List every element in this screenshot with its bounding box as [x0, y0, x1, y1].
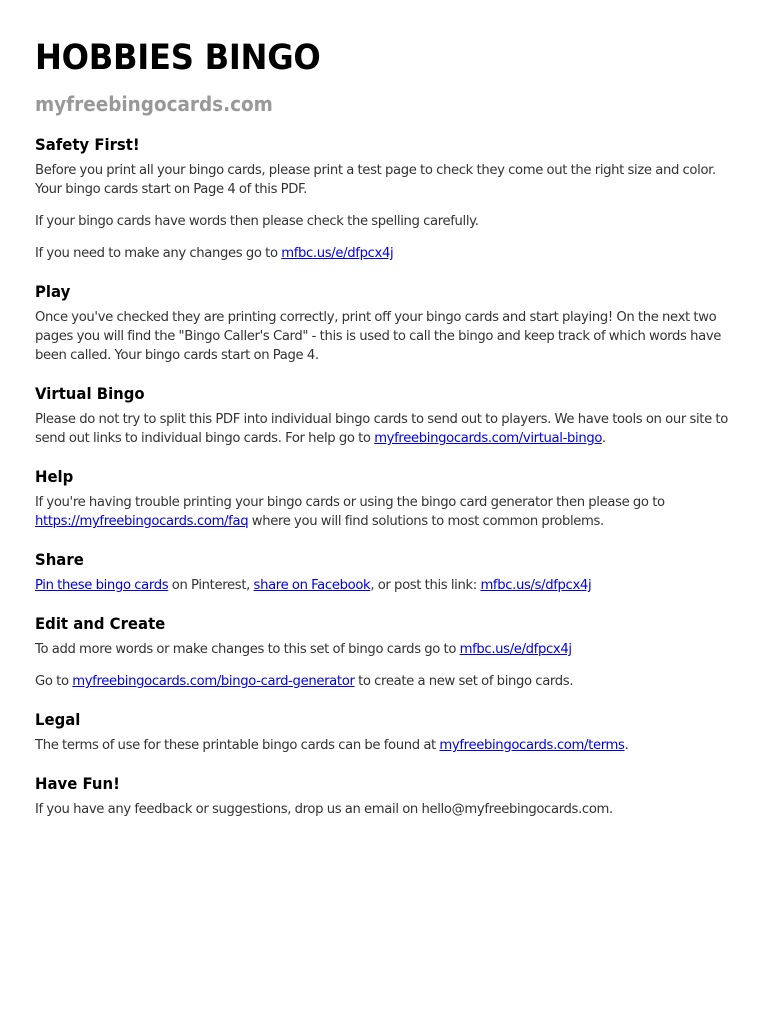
paragraph-text: .	[601, 431, 606, 446]
page-title: HOBBIES BINGO	[35, 38, 321, 78]
paragraph	[35, 640, 734, 659]
paragraph-text: , or post this link:	[370, 578, 481, 593]
site-subtitle: myfreebingocards.com	[35, 92, 273, 116]
paragraph-text: on Pinterest,	[168, 578, 254, 593]
paragraph	[35, 576, 734, 595]
section-safety-first	[35, 134, 734, 263]
share-short-link[interactable]: mfbc.us/s/dfpcx4j	[480, 578, 592, 593]
paragraph	[35, 244, 734, 263]
edit-link[interactable]: mfbc.us/e/dfpcx4j	[281, 246, 394, 261]
edit-link[interactable]: mfbc.us/e/dfpcx4j	[459, 642, 572, 657]
paragraph	[35, 672, 734, 691]
section-heading: Share	[35, 550, 84, 569]
section-heading: Safety First!	[35, 135, 140, 154]
paragraph-text: The terms of use for these printable bingo cards can be found at	[35, 738, 440, 753]
card-generator-link[interactable]: myfreebingocards.com/bingo-card-generator	[72, 674, 355, 689]
faq-link[interactable]: https://myfreebingocards.com/faq	[35, 514, 249, 529]
section-heading: Play	[35, 282, 71, 301]
section-edit-and-create	[35, 613, 734, 691]
paragraph-text: Go to	[35, 674, 73, 689]
section-help	[35, 466, 734, 531]
paragraph-text: to create a new set of bingo cards.	[354, 674, 574, 689]
section-heading: Virtual Bingo	[35, 384, 145, 403]
section-heading: Help	[35, 467, 74, 486]
paragraph	[35, 410, 734, 448]
paragraph	[35, 493, 734, 531]
facebook-share-link[interactable]: share on Facebook	[253, 578, 371, 593]
paragraph-text: To add more words or make changes to this set of bingo cards go to	[35, 642, 460, 657]
paragraph: If your bingo cards have words then please check the spelling carefully.	[35, 214, 479, 229]
paragraph-text: where you will find solutions to most common problems.	[248, 514, 604, 529]
section-legal	[35, 709, 734, 755]
section-share	[35, 549, 734, 595]
paragraph: Before you print all your bingo cards, please print a test page to check they come out the right size and color. Your bingo cards start on Page 4 of this PDF.	[35, 163, 716, 197]
paragraph-text: If you need to make any changes go to	[35, 246, 282, 261]
section-heading: Legal	[35, 710, 81, 729]
paragraph-text: Please do not try to split this PDF into individual bingo cards to send out to players. We have tools on our site to send out links to individual bingo cards. For help go to	[35, 412, 728, 446]
section-heading: Have Fun!	[35, 774, 120, 793]
section-virtual-bingo	[35, 383, 734, 448]
virtual-bingo-link[interactable]: myfreebingocards.com/virtual-bingo	[374, 431, 602, 446]
paragraph: If you have any feedback or suggestions, drop us an email on hello@myfreebingocards.com.	[35, 802, 613, 817]
paragraph-text: .	[624, 738, 629, 753]
paragraph-text: If you're having trouble printing your bingo cards or using the bingo card generator then please go to	[35, 495, 665, 510]
paragraph: Once you've checked they are printing correctly, print off your bingo cards and start playing! On the next two pages you will find the "Bingo Caller's Card" - this is used to call the bingo and keep track of which words have been called. Your bingo cards start on Page 4.	[35, 310, 722, 363]
terms-link[interactable]: myfreebingocards.com/terms	[439, 738, 625, 753]
pinterest-link[interactable]: Pin these bingo cards	[35, 578, 169, 593]
paragraph	[35, 736, 734, 755]
section-heading: Edit and Create	[35, 614, 166, 633]
section-play	[35, 281, 734, 365]
section-have-fun	[35, 773, 734, 819]
